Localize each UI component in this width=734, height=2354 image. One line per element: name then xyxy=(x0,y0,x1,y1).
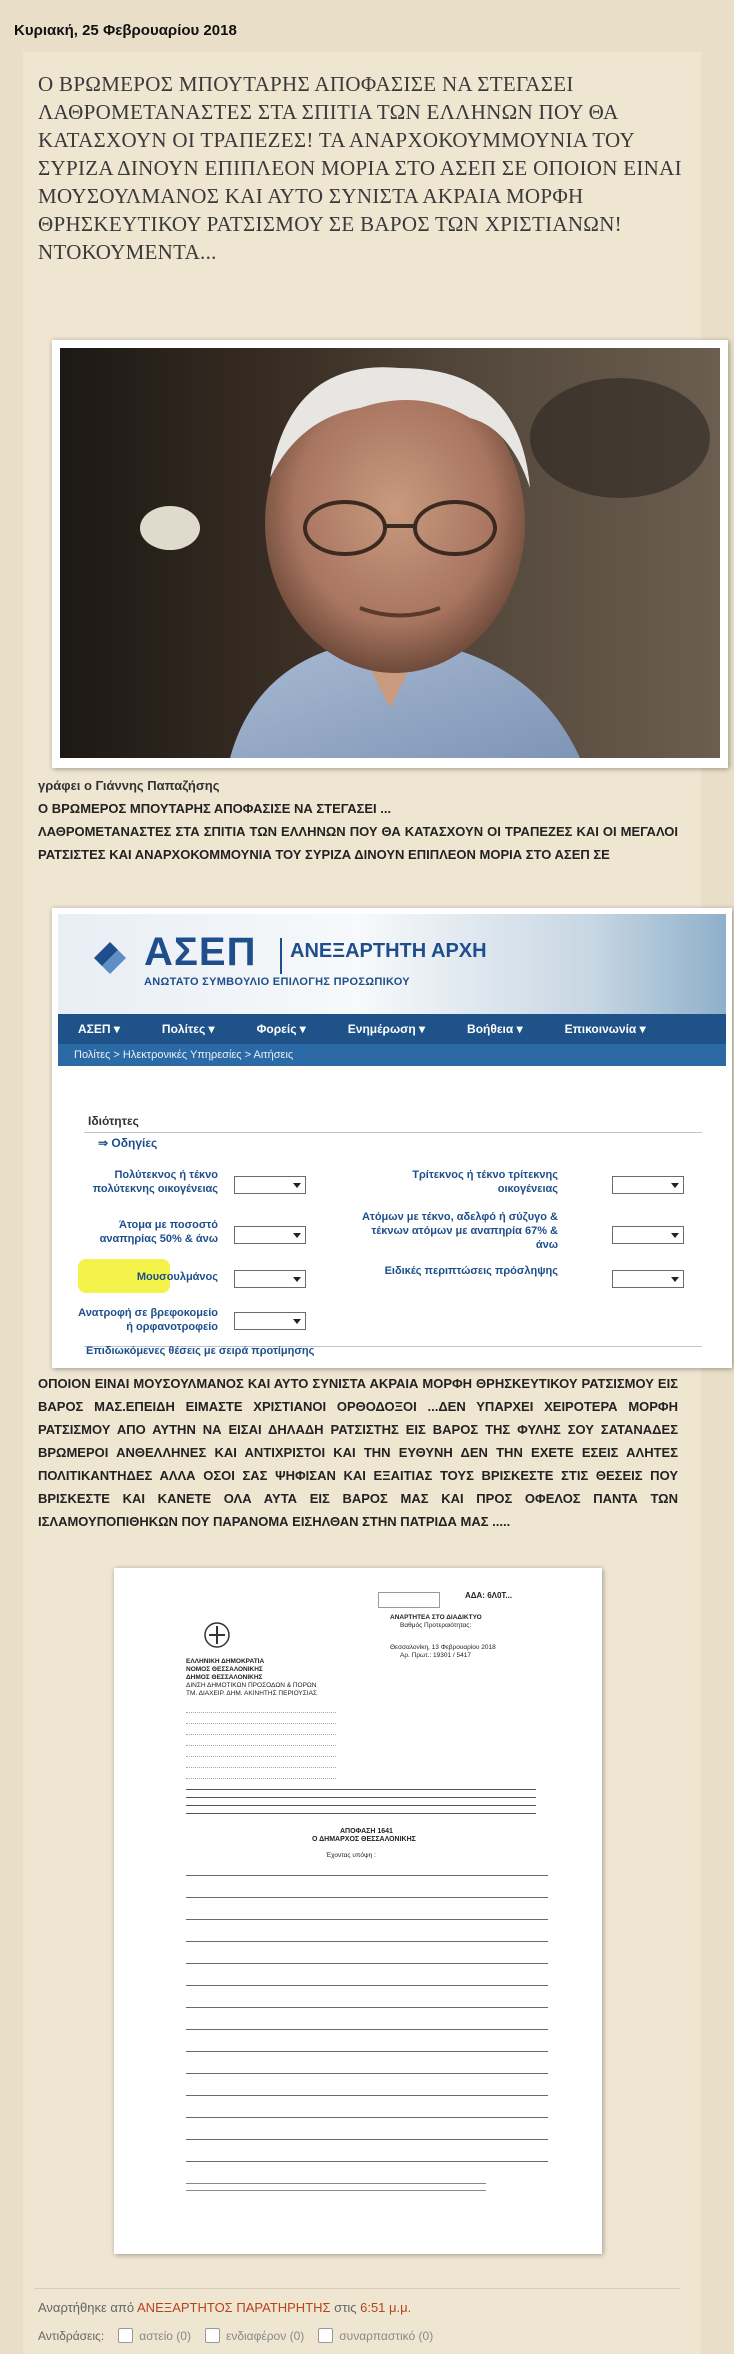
doc-header-right-2: Βαθμός Προτεραιότητας: xyxy=(400,1622,472,1629)
posted-by xyxy=(38,2300,411,2315)
reaction-exciting[interactable] xyxy=(318,2328,433,2343)
doc-header-right-1: ΑΝΑΡΤΗΤΕΑ ΣΤΟ ΔΙΑΔΙΚΤΥΟ xyxy=(390,1614,482,1621)
select-special-cases[interactable] xyxy=(612,1270,684,1288)
author-line: γράφει ο Γιάννης Παπαζήσης xyxy=(38,778,220,793)
doc-header-left-5: ΤΜ. ΔΙΑΧΕΙΡ. ΔΗΜ. ΑΚΙΝΗΤΗΣ ΠΕΡΙΟΥΣΙΑΣ xyxy=(186,1690,317,1697)
reaction-checkbox[interactable] xyxy=(118,2328,133,2343)
doc-subject-block xyxy=(186,1786,536,1816)
intro-rest: ΛΑΘΡΟΜΕΤΑΝΑΣΤΕΣ ΣΤΑ ΣΠΙΤΙΑ ΤΩΝ ΕΛΛΗΝΩΝ ΠΟΥ ΘΑ ΚΑΤΑΣΧΟΥΝ ΟΙ ΤΡΑΠΕΖΕΣ ΚΑΙ ΟΙ ΜΕΓΑΛΟΙ ΡΑΤΣΙΣΤΕΣ ΚΑΙ ΑΝΑΡΧΟΚΟΜΜΟΥΝΙΑ ΤΟΥ ΣΥΡΙΖΑ ΔΙΝΟΥΝ ΕΠΙΠΛΕΟΝ ΜΟΡΙΑ ΣΤΟ ΑΣΕΠ ΣΕ xyxy=(38,824,678,862)
menu-item-help[interactable]: Βοήθεια ▾ xyxy=(467,1022,523,1036)
doc-decision: ΑΠΟΦΑΣΗ 1641 xyxy=(340,1828,393,1835)
preferred-positions-label: Επιδιωκόμενες θέσεις με σειρά προτίμησης xyxy=(86,1345,315,1357)
post-footer-divider xyxy=(34,2288,680,2289)
body-paragraph: ΟΠΟΙΟΝ ΕΙΝΑΙ ΜΟΥΣΟΥΛΜΑΝΟΣ ΚΑΙ ΑΥΤΟ ΣΥΝΙΣΤΑ ΑΚΡΑΙΑ ΜΟΡΦΗ ΘΡΗΣΚΕΥΤΙΚΟΥ ΡΑΤΣΙΣΜΟΥ ΕΙΣ ΒΑΡΟΣ ΜΑΣ.ΕΠΕΙΔΗ ΕΙΜΑΣΤΕ ΧΡΙΣΤΙΑΝΟΙ ΟΡΘΟΔΟΞΟΙ ...ΔΕΝ ΥΠΑΡΧΕΙ ΧΕΙΡΟΤΕΡΑ ΜΟΡΦΗ ΡΑΤΣΙΣΜΟΥ ΑΠΟ ΑΥΤΗΝ ΝΑ ΕΙΣΑΙ ΔΗΛΑΔΗ ΡΑΤΣΙΣΤΗΣ ΕΙΣ ΒΑΡΟΣ ΤΗΣ ΦΥΛΗΣ ΣΟΥ ΣΑΤΑΝΑΔΕΣ ΒΡΩΜΕΡΟΙ ΑΝΘΕΛΛΗΝΕΣ ΚΑΙ ΑΝΤΙΧΡΙΣΤΟΙ ΚΑΙ ΤΗΝ ΕΥΘΥΝΗ ΔΕΝ ΤΗΝ ΕΧΕΤΕ ΕΣΕΙΣ ΑΛΗΤΕΣ ΠΟΛΙΤΙΚΑΝΤΗΔΕΣ ΑΛΛΑ ΟΣΟΙ ΣΑΣ ΨΗΦΙΣΑΝ ΚΑΙ ΕΞΑΙΤΙΑΣ ΤΟΥΣ ΒΡΙΣΚΕΣΤΕ ΣΤΙΣ ΘΕΣΕΙΣ ΠΟΥ ΒΡΙΣΚΕΣΤΕ ΚΑΙ ΚΑΝΕΤΕ ΟΛΑ ΑΥΤΑ ΕΙΣ ΒΑΡΟΣ ΜΑΣ ΚΑΙ ΠΡΟΣ ΟΦΕΛΟΣ ΠΑΝΤΑ ΤΩΝ ΙΣΛΑΜΟΥΠΟΠΙΘΗΚΩΝ ΠΟΥ ΠΑΡΑΝΟΜΑ ΕΙΣΗΛΘΑΝ ΣΤΗΝ ΠΑΤΡΙΔΑ ΜΑΣ ..... xyxy=(38,1376,678,1529)
post-date-header: Κυριακή, 25 Φεβρουαρίου 2018 xyxy=(14,22,237,39)
reaction-interesting[interactable] xyxy=(205,2328,304,2343)
doc-header-right-3: Θεσσαλονίκη, 13 Φεβρουαρίου 2018 xyxy=(390,1644,496,1651)
reaction-exciting-label: συναρπαστικό (0) xyxy=(339,2328,434,2343)
doc-line xyxy=(186,1748,336,1757)
arrow-icon: ⇒ xyxy=(98,1136,112,1150)
doc-header-left-1: ΕΛΛΗΝΙΚΗ ΔΗΜΟΚΡΑΤΙΑ xyxy=(186,1658,265,1665)
reaction-funny-label: αστείο (0) xyxy=(139,2328,191,2343)
doc-contact-block xyxy=(186,1704,336,1781)
intro-first-line: Ο ΒΡΩΜΕΡΟΣ ΜΠΟΥΤΑΡΗΣ ΑΠΟΦΑΣΙΣΕ ΝΑ ΣΤΕΓΑΣΕΙ ... xyxy=(38,801,392,816)
doc-body-text xyxy=(186,1870,548,2170)
doc-line xyxy=(186,1759,336,1768)
menu-item-contact[interactable]: Επικοινωνία ▾ xyxy=(564,1022,646,1036)
reaction-funny[interactable] xyxy=(118,2328,191,2343)
menu-item-agencies[interactable]: Φορείς ▾ xyxy=(256,1022,306,1036)
asep-name: ΑΣΕΠ xyxy=(144,930,257,974)
field-label-special-cases: Ειδικές περιπτώσεις πρόσληψης xyxy=(384,1265,558,1277)
post-title[interactable]: Ο ΒΡΩΜΕΡΟΣ ΜΠΟΥΤΑΡΗΣ ΑΠΟΦΑΣΙΣΕ ΝΑ ΣΤΕΓΑΣΕΙ ΛΑΘΡΟΜΕΤΑΝΑΣΤΕΣ ΣΤΑ ΣΠΙΤΙΑ ΤΩΝ ΕΛΛΗΝΩΝ ΠΟΥ ΘΑ ΚΑΤΑΣΧΟΥΝ ΟΙ ΤΡΑΠΕΖΕΣ! ΤΑ ΑΝΑΡΧΟΚΟΥΜΜΟΥΝΙΑ ΤΟΥ ΣΥΡΙΖΑ ΔΙΝΟΥΝ ΕΠΙΠΛΕΟΝ ΜΟΡΙΑ ΣΤΟ ΑΣΕΠ ΣΕ ΟΠΟΙΟΝ ΕΙΝΑΙ ΜΟΥΣΟΥΛΜΑΝΟΣ ΚΑΙ ΑΥΤΟ ΣΥΝΙΣΤΑ ΑΚΡΑΙΑ ΜΟΡΦΗ ΘΡΗΣΚΕΥΤΙΚΟΥ ΡΑΤΣΙΣΜΟΥ ΣΕ ΒΑΡΟΣ ΤΩΝ ΧΡΙΣΤΙΑΝΩΝ! ΝΤΟΚΟΥΜΕΝΤΑ... xyxy=(38,72,682,264)
reaction-checkbox[interactable] xyxy=(205,2328,220,2343)
select-muslim[interactable] xyxy=(234,1270,306,1288)
doc-header-left-2: ΝΟΜΟΣ ΘΕΣΣΑΛΟΝΙΚΗΣ xyxy=(186,1666,263,1673)
asep-divider xyxy=(280,938,282,974)
doc-considering: Έχοντας υπόψη : xyxy=(326,1852,376,1859)
doc-header-left-4: ΔΙΝΣΗ ΔΗΜΟΤΙΚΩΝ ΠΡΟΣΟΔΩΝ & ΠΟΡΩΝ xyxy=(186,1682,317,1689)
instructions-link[interactable] xyxy=(98,1136,157,1150)
asep-screenshot[interactable] xyxy=(58,914,726,1360)
menu-item-citizens[interactable]: Πολίτες ▾ xyxy=(161,1022,215,1036)
field-label-disability-67: Ατόμων με τέκνο, αδελφό ή σύζυγο & τέκνων ατόμων με αναπηρία 67% & άνω xyxy=(361,1211,558,1251)
doc-header-right-4: Αρ. Πρωτ.: 19301 / 5417 xyxy=(400,1652,471,1659)
field-label-three-children: Τρίτεκνος ή τέκνο τρίτεκνης οικογένειας xyxy=(412,1169,558,1195)
doc-ada: ΑΔΑ: 6Λ0Τ... xyxy=(465,1591,513,1600)
doc-line xyxy=(186,1770,336,1779)
select-large-family[interactable] xyxy=(234,1176,306,1194)
posted-prefix: Αναρτήθηκε από xyxy=(38,2300,138,2315)
asep-subtitle: ΑΝΩΤΑΤΟ ΣΥΜΒΟΥΛΙΟ ΕΠΙΛΟΓΗΣ ΠΡΟΣΩΠΙΚΟΥ xyxy=(144,976,410,988)
doc-line xyxy=(186,1715,336,1724)
document-frame xyxy=(114,1568,602,2254)
field-label-disability-50: Άτομα με ποσοστό αναπηρίας 50% & άνω xyxy=(99,1219,218,1245)
doc-mayor: Ο ΔΗΜΑΡΧΟΣ ΘΕΣΣΑΛΟΝΙΚΗΣ xyxy=(312,1836,416,1843)
asep-logo-icon xyxy=(90,938,130,978)
doc-line xyxy=(186,1737,336,1746)
select-disability-67[interactable] xyxy=(612,1226,684,1244)
post-photo-frame xyxy=(52,340,728,768)
greek-emblem-icon xyxy=(204,1622,230,1648)
field-label-orphanage: Ανατροφή σε βρεφοκομείο ή ορφανοτροφείο xyxy=(78,1307,218,1333)
asep-header xyxy=(58,914,726,1014)
posted-author-link[interactable]: ΑΝΕΞΑΡΤΗΤΟΣ ΠΑΡΑΤΗΡΗΤΗΣ xyxy=(137,2300,331,2315)
doc-footnote xyxy=(186,2180,486,2194)
doc-header-left-3: ΔΗΜΟΣ ΘΕΣΣΑΛΟΝΙΚΗΣ xyxy=(186,1674,263,1681)
doc-line xyxy=(186,1726,336,1735)
reaction-interesting-label: ενδιαφέρον (0) xyxy=(225,2328,305,2343)
doc-line xyxy=(186,1704,336,1713)
instructions-label: Οδηγίες xyxy=(111,1136,158,1150)
portrait-photo[interactable] xyxy=(60,348,720,758)
menu-item-news[interactable]: Ενημέρωση ▾ xyxy=(347,1022,426,1036)
posted-mid: στις xyxy=(330,2300,361,2315)
intro-paragraph xyxy=(38,797,678,866)
field-label-large-family: Πολύτεκνος ή τέκνο πολύτεκνης οικογένειας xyxy=(92,1169,218,1195)
field-label-muslim: Μουσουλμάνος xyxy=(136,1271,218,1283)
reaction-checkbox[interactable] xyxy=(318,2328,333,2343)
breadcrumb[interactable]: Πολίτες > Ηλεκτρονικές Υπηρεσίες > Αιτήσεις xyxy=(58,1044,726,1066)
select-disability-50[interactable] xyxy=(234,1226,306,1244)
official-document[interactable] xyxy=(120,1574,596,2248)
select-three-children[interactable] xyxy=(612,1176,684,1194)
portrait-illustration xyxy=(60,348,720,758)
menu-item-asep[interactable]: ΑΣΕΠ ▾ xyxy=(78,1022,120,1036)
watermark-logo xyxy=(378,1592,440,1608)
reactions-label: Αντιδράσεις: xyxy=(38,2328,105,2343)
asep-menu xyxy=(58,1014,726,1044)
reactions-bar xyxy=(38,2328,433,2343)
asep-authority: ΑΝΕΞΑΡΤΗΤΗ ΑΡΧΗ xyxy=(290,940,487,962)
section-title: Ιδιότητες xyxy=(88,1114,139,1128)
posted-time-link[interactable]: 6:51 μ.μ. xyxy=(360,2300,412,2315)
section-divider xyxy=(84,1132,702,1133)
select-orphanage[interactable] xyxy=(234,1312,306,1330)
asep-screenshot-frame xyxy=(52,908,732,1368)
